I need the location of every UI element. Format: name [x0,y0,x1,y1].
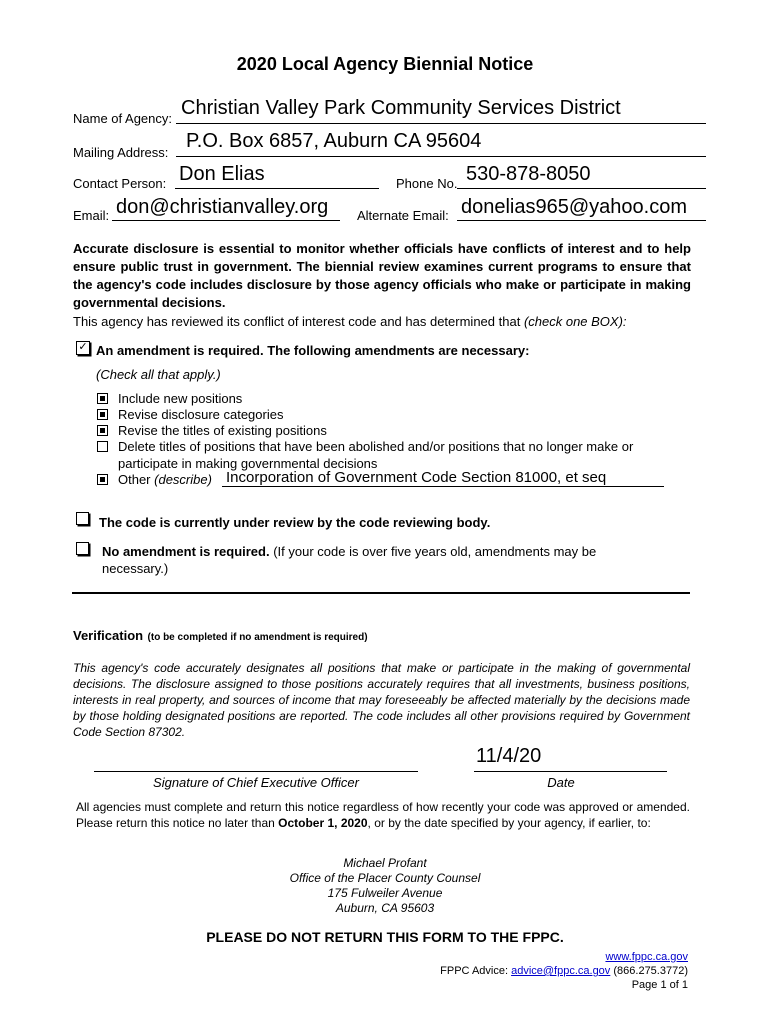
footer [440,950,688,992]
verification-heading [73,627,368,645]
under-review-checkbox[interactable] [76,512,89,525]
date-line [474,771,667,772]
mailing-label: Mailing Address: [73,145,169,160]
phone-label: Phone No. [396,176,458,191]
delete-titles-checkbox[interactable] [97,441,108,452]
revise-titles-label: Revise the titles of existing positions [118,423,327,438]
address-city: Auburn, CA 95603 [335,901,435,915]
revise-disclosure-label: Revise disclosure categories [118,407,284,422]
date-label: Date [547,775,575,790]
amendment-required-checkbox[interactable]: ✓ [76,341,90,355]
verification-note: (to be completed if no amendment is required) [147,632,368,643]
address-street: 175 Fulweiler Avenue [327,886,443,900]
other-describe: (describe) [154,472,212,487]
verification-text: This agency's code accurately designates all positions that make or participate in the making of governmental decisions. The disclosure assigned to those positions accurately requires that all investments, business positions, interests in real property, and sources of income that may foreseeably be affected materially by the decisions made by those holding designated positions are reported. The code includes all other provisions required by Government Code Section 87302. [73,661,690,739]
revise-disclosure-checkbox[interactable] [97,409,108,420]
instructions-part1: All agencies must complete and return this notice regardless of how recently your code was approved or amended. Please return this notice no later than [76,800,690,830]
reviewed-line [73,313,713,331]
fppc-advice-line [440,964,688,978]
contact-label: Contact Person: [73,176,167,191]
fppc-website-link[interactable]: www.fppc.ca.gov [605,951,688,963]
instructions-part2: , or by the date specified by your agency, if earlier, to: [367,816,651,830]
alt-email-underline [457,220,706,221]
email-label: Email: [73,208,110,223]
instructions-deadline: October 1, 2020 [278,816,368,830]
no-amendment-note: (If your code is over five years old, amendments may be [273,544,597,559]
reviewed-text: This agency has reviewed its conflict of interest code and has determined that [73,314,521,329]
under-review-label: The code is currently under review by the code reviewing body. [99,515,491,530]
no-amendment-bold: No amendment is required. [102,544,270,559]
mailing-underline [176,156,706,157]
other-field[interactable]: Incorporation of Government Code Section 81000, et seq [226,469,607,486]
return-instructions [76,799,690,831]
return-address [0,856,770,916]
address-name: Michael Profant [343,856,427,870]
include-new-positions-label: Include new positions [118,391,243,406]
signature-line[interactable] [94,771,418,772]
other-label [118,471,212,488]
advice-phone: (866.275.3772) [613,965,688,977]
email-field[interactable]: don@christianvalley.org [116,196,329,218]
other-text: Other [118,472,151,487]
delete-titles-label-cont: participate in making governmental decisions [118,456,378,471]
revise-titles-checkbox[interactable] [97,425,108,436]
mailing-field[interactable]: P.O. Box 6857, Auburn CA 95604 [186,130,482,152]
no-amendment-checkbox[interactable] [76,542,89,555]
address-office: Office of the Placer County Counsel [289,871,481,885]
page-title: 2020 Local Agency Biennial Notice [236,54,534,74]
check-all-note: (Check all that apply.) [96,367,221,382]
no-amendment-note-cont: necessary.) [102,561,169,576]
phone-field[interactable]: 530-878-8050 [466,163,591,185]
alt-email-label: Alternate Email: [357,208,449,223]
contact-underline [175,188,379,189]
page-number: Page 1 of 1 [631,979,688,991]
agency-field[interactable]: Christian Valley Park Community Services District [181,97,621,119]
section-divider [72,592,690,594]
signature-label: Signature of Chief Executive Officer [153,775,359,790]
amendment-required-label: An amendment is required. The following amendments are necessary: [96,343,530,358]
no-amendment-label [102,543,596,561]
do-not-return-warning: PLEASE DO NOT RETURN THIS FORM TO THE FPPC. [206,929,564,945]
alt-email-field[interactable]: donelias965@yahoo.com [461,196,688,218]
agency-label: Name of Agency: [73,111,172,126]
date-field[interactable]: 11/4/20 [476,745,542,767]
reviewed-instruction: (check one BOX): [523,314,627,329]
include-new-positions-checkbox[interactable] [97,393,108,404]
other-underline [222,486,664,487]
other-checkbox[interactable] [97,474,108,485]
advice-label: FPPC Advice: [440,965,509,977]
agency-underline [176,123,706,124]
delete-titles-label: Delete titles of positions that have been abolished and/or positions that no longer make or [118,439,634,454]
phone-underline [457,188,706,189]
advice-email-link[interactable]: advice@fppc.ca.gov [511,965,611,977]
contact-field[interactable]: Don Elias [179,163,265,185]
intro-paragraph: Accurate disclosure is essential to monitor whether officials have conflicts of interest and to help ensure public trust in government. The biennial review examines current programs to ensure that the agency's code includes disclosure by those agency officials who make or participate in making governmental decisions. [73,241,691,310]
verification-title: Verification [73,628,144,643]
email-underline [112,220,340,221]
